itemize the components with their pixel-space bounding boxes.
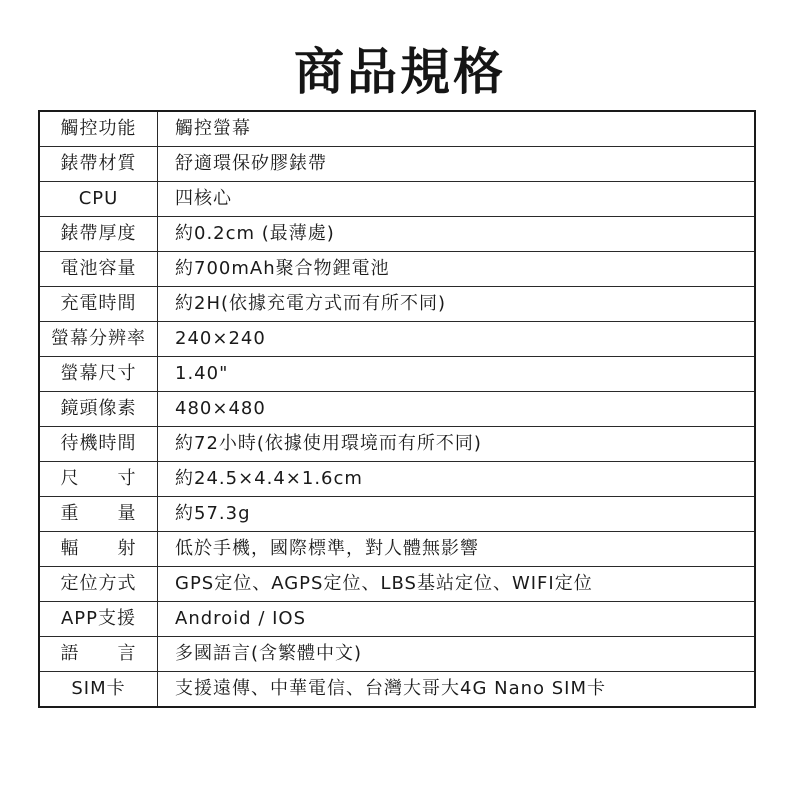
spec-value: 240×240 <box>158 322 756 357</box>
spec-row <box>39 567 755 602</box>
spec-value: GPS定位、AGPS定位、LBS基站定位、WIFI定位 <box>158 567 756 602</box>
spec-value: Android / IOS <box>158 602 756 637</box>
spec-row <box>39 182 755 217</box>
spec-label: 尺 寸 <box>39 462 158 497</box>
spec-value: 支援遠傳、中華電信、台灣大哥大4G Nano SIM卡 <box>158 672 756 708</box>
spec-table <box>38 110 756 708</box>
spec-row <box>39 287 755 322</box>
spec-label: APP支援 <box>39 602 158 637</box>
page-title: 商品規格 <box>294 43 506 101</box>
spec-row <box>39 532 755 567</box>
spec-row <box>39 147 755 182</box>
spec-row <box>39 602 755 637</box>
spec-row <box>39 462 755 497</box>
spec-label: 觸控功能 <box>39 111 158 147</box>
spec-label: 輻 射 <box>39 532 158 567</box>
spec-row <box>39 497 755 532</box>
spec-value: 舒適環保矽膠錶帶 <box>158 147 756 182</box>
spec-value: 約700mAh聚合物鋰電池 <box>158 252 756 287</box>
spec-row <box>39 252 755 287</box>
spec-label: 待機時間 <box>39 427 158 462</box>
spec-value: 多國語言(含繁體中文) <box>158 637 756 672</box>
spec-label: 螢幕尺寸 <box>39 357 158 392</box>
spec-row <box>39 217 755 252</box>
spec-value: 480×480 <box>158 392 756 427</box>
spec-row <box>39 427 755 462</box>
spec-value: 約24.5×4.4×1.6cm <box>158 462 756 497</box>
spec-label: 定位方式 <box>39 567 158 602</box>
spec-value: 四核心 <box>158 182 756 217</box>
spec-row <box>39 637 755 672</box>
spec-row <box>39 392 755 427</box>
spec-value: 低於手機，國際標準，對人體無影響 <box>158 532 756 567</box>
spec-row <box>39 322 755 357</box>
spec-label: 錶帶材質 <box>39 147 158 182</box>
spec-value: 約72小時(依據使用環境而有所不同) <box>158 427 756 462</box>
spec-value: 1.40" <box>158 357 756 392</box>
spec-row <box>39 111 755 147</box>
spec-row <box>39 672 755 708</box>
spec-label: 語 言 <box>39 637 158 672</box>
spec-label: 充電時間 <box>39 287 158 322</box>
spec-value: 約0.2cm (最薄處) <box>158 217 756 252</box>
spec-row <box>39 357 755 392</box>
spec-label: 電池容量 <box>39 252 158 287</box>
spec-label: 鏡頭像素 <box>39 392 158 427</box>
spec-label: 重 量 <box>39 497 158 532</box>
spec-label: CPU <box>39 182 158 217</box>
spec-label: SIM卡 <box>39 672 158 708</box>
spec-value: 約57.3g <box>158 497 756 532</box>
spec-value: 約2H(依據充電方式而有所不同) <box>158 287 756 322</box>
spec-label: 錶帶厚度 <box>39 217 158 252</box>
spec-label: 螢幕分辨率 <box>39 322 158 357</box>
spec-value: 觸控螢幕 <box>158 111 756 147</box>
